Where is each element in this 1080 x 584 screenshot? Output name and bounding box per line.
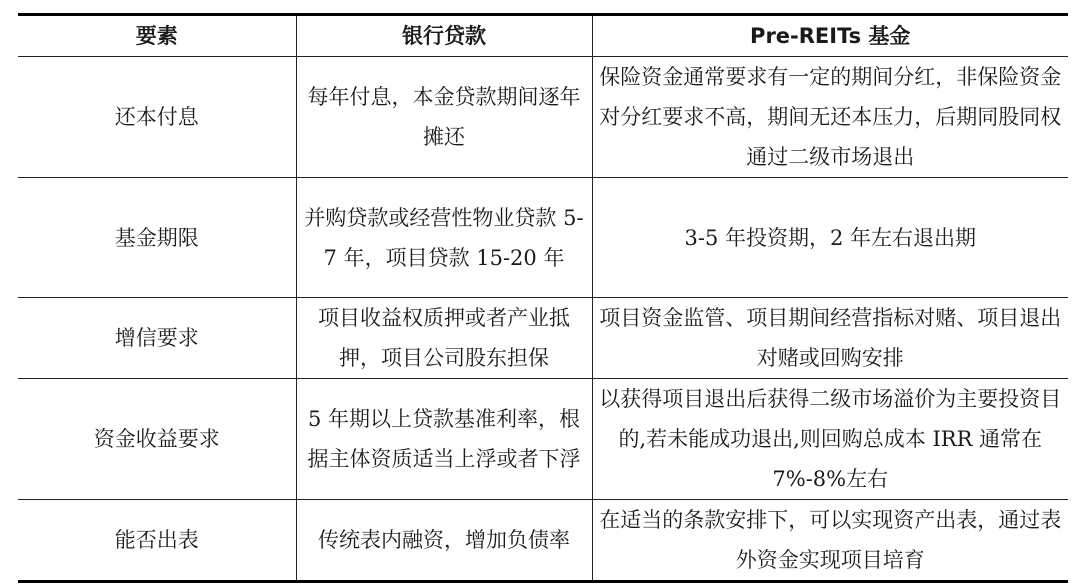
cell-fund: 在适当的条款安排下，可以实现资产出表，通过表外资金实现项目培育: [599, 508, 1062, 572]
cell-bank: 每年付息，本金贷款期间逐年摊还: [296, 57, 592, 178]
comparison-table: [18, 13, 1068, 583]
cell-bank: 5 年期以上贷款基准利率，根据主体资质适当上浮或者下浮: [296, 379, 592, 500]
table-row: [18, 57, 1068, 178]
cell-factor: 资金收益要求: [18, 379, 296, 500]
header-pre-reits-fund: Pre-REITs 基金: [592, 15, 1068, 57]
table-row: [18, 500, 1068, 582]
table-row: [18, 178, 1068, 298]
table-body: [18, 57, 1068, 582]
cell-factor: 增信要求: [18, 298, 296, 379]
cell-bank: 并购贷款或经营性物业贷款 5-7 年，项目贷款 15-20 年: [296, 178, 592, 298]
cell-factor: 基金期限: [18, 178, 296, 298]
header-row: [18, 15, 1068, 57]
cell-factor: 能否出表: [18, 500, 296, 582]
header-bank-loan: 银行贷款: [296, 15, 592, 57]
table-header: [18, 15, 1068, 57]
cell-fund: 以获得项目退出后获得二级市场溢价为主要投资目的,若未能成功退出,则回购总成本 IRR 通常在 7%-8%左右: [599, 387, 1062, 491]
table-row: [18, 298, 1068, 379]
table-row: [18, 379, 1068, 500]
cell-fund: 项目资金监管、项目期间经营指标对赌、项目退出对赌或回购安排: [599, 306, 1062, 370]
cell-bank: 项目收益权质押或者产业抵押，项目公司股东担保: [296, 298, 592, 379]
cell-bank: 传统表内融资，增加负债率: [296, 500, 592, 582]
header-factor: 要素: [18, 15, 296, 57]
cell-factor: 还本付息: [18, 57, 296, 178]
cell-fund: 保险资金通常要求有一定的期间分红，非保险资金对分红要求不高，期间无还本压力，后期同股同权通过二级市场退出: [599, 65, 1062, 169]
cell-fund: 3-5 年投资期，2 年左右退出期: [684, 225, 977, 250]
